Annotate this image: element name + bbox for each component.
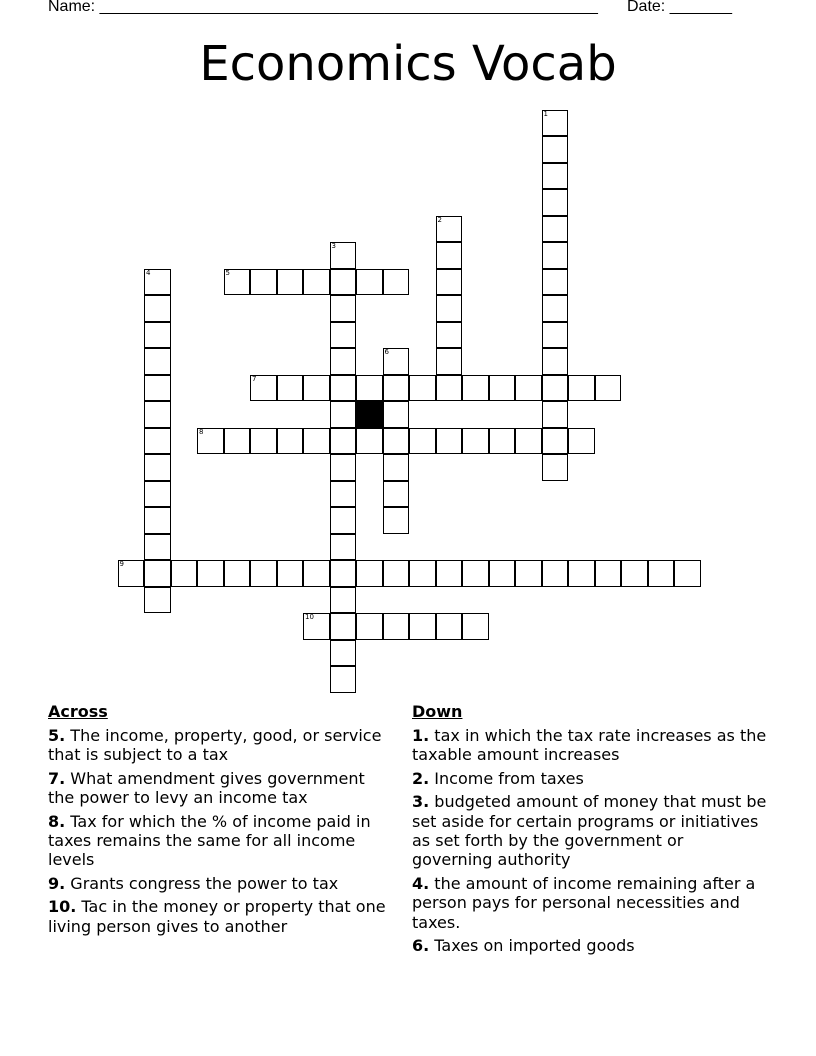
across-clue-list <box>48 726 393 936</box>
clue-number-label: 5. <box>48 726 66 745</box>
clue-number: 9 <box>119 560 124 568</box>
grid-cell[interactable] <box>144 269 171 296</box>
clue-item <box>48 812 393 870</box>
grid-cell[interactable] <box>356 428 383 455</box>
grid-cell[interactable] <box>356 375 383 402</box>
grid-cell[interactable] <box>542 189 569 216</box>
grid-cell[interactable] <box>330 242 357 269</box>
grid-cell[interactable] <box>542 375 569 402</box>
clue-item <box>412 936 768 955</box>
grid-cell[interactable] <box>489 428 516 455</box>
grid-cell[interactable] <box>542 163 569 190</box>
grid-cell[interactable] <box>356 613 383 640</box>
grid-cell[interactable] <box>144 534 171 561</box>
grid-cell[interactable] <box>144 428 171 455</box>
clue-text: What amendment gives government the power to levy an income tax <box>48 768 365 808</box>
clue-text: Tac in the money or property that one living person gives to another <box>48 897 386 936</box>
grid-cell[interactable] <box>144 507 171 534</box>
grid-cell[interactable] <box>330 666 357 693</box>
grid-cell[interactable] <box>436 613 463 640</box>
grid-cell[interactable] <box>436 348 463 375</box>
grid-cell[interactable] <box>542 110 569 137</box>
grid-cell[interactable] <box>330 269 357 296</box>
clue-number-label: 9. <box>48 873 66 893</box>
grid-cell[interactable] <box>330 375 357 402</box>
grid-cell[interactable] <box>330 428 357 455</box>
clue-item <box>48 769 393 808</box>
grid-cell[interactable] <box>542 269 569 296</box>
grid-cell[interactable] <box>250 375 277 402</box>
clue-number: 10 <box>305 613 314 621</box>
grid-cell[interactable] <box>356 560 383 587</box>
grid-cell[interactable] <box>409 560 436 587</box>
clue-number-label: 4. <box>412 873 430 893</box>
grid-cell[interactable] <box>330 348 357 375</box>
grid-cell[interactable] <box>515 428 542 455</box>
grid-cell[interactable] <box>595 560 622 587</box>
grid-cell[interactable] <box>462 428 489 455</box>
grid-cell[interactable] <box>436 242 463 269</box>
grid-cell[interactable] <box>277 560 304 587</box>
grid-cell[interactable] <box>277 428 304 455</box>
clue-text: Tax for which the % of income paid in taxes remains the same for all income levels <box>48 811 371 870</box>
grid-cell[interactable] <box>356 269 383 296</box>
grid-cell[interactable] <box>542 348 569 375</box>
clue-item <box>412 792 768 870</box>
clue-number-label: 6. <box>412 936 430 956</box>
grid-cell[interactable] <box>144 348 171 375</box>
grid-cell[interactable] <box>330 560 357 587</box>
grid-cell[interactable] <box>330 587 357 614</box>
grid-cell[interactable] <box>383 613 410 640</box>
clue-number: 2 <box>437 215 442 224</box>
grid-cell[interactable] <box>383 269 410 296</box>
grid-cell[interactable] <box>330 534 357 561</box>
grid-cell[interactable] <box>674 560 701 587</box>
clue-number: 3 <box>331 242 336 250</box>
grid-cell[interactable] <box>330 640 357 667</box>
clue-number: 7 <box>252 374 257 383</box>
grid-cell[interactable] <box>436 269 463 296</box>
grid-cell[interactable] <box>330 295 357 322</box>
clue-number: 6 <box>384 348 389 356</box>
grid-cell[interactable] <box>330 507 357 534</box>
clue-number-label: 8. <box>48 811 66 831</box>
grid-cell[interactable] <box>330 401 357 428</box>
grid-cell[interactable] <box>462 375 489 402</box>
grid-cell[interactable] <box>303 560 330 587</box>
grid-cell[interactable] <box>436 322 463 349</box>
clue-text: the amount of income remaining after a person pays for personal necessities and taxes. <box>412 873 756 932</box>
clue-number: 5 <box>225 268 230 277</box>
grid-cell[interactable] <box>383 481 410 508</box>
grid-cell[interactable] <box>303 375 330 402</box>
clue-text: Income from taxes <box>429 768 584 788</box>
clue-number: 4 <box>146 268 151 277</box>
grid-cell[interactable] <box>568 375 595 402</box>
grid-cell[interactable] <box>118 560 145 587</box>
grid-cell[interactable] <box>383 375 410 402</box>
down-clue-list <box>412 726 768 955</box>
grid-cell[interactable] <box>171 560 198 587</box>
grid-cell[interactable] <box>436 428 463 455</box>
grid-cell[interactable] <box>144 375 171 402</box>
name-field-label: Name: ________________________________________________________ <box>48 0 598 15</box>
grid-cell[interactable] <box>462 613 489 640</box>
grid-cell[interactable] <box>648 560 675 587</box>
grid-cell[interactable] <box>383 454 410 481</box>
down-heading: Down <box>412 702 463 721</box>
grid-cell[interactable] <box>489 375 516 402</box>
clue-number-label: 1. <box>412 726 430 745</box>
grid-cell[interactable] <box>409 613 436 640</box>
grid-cell[interactable] <box>383 560 410 587</box>
grid-cell[interactable] <box>436 216 463 243</box>
grid-cell[interactable] <box>542 136 569 163</box>
grid-cell[interactable] <box>542 560 569 587</box>
grid-cell[interactable] <box>621 560 648 587</box>
grid-cell[interactable] <box>542 216 569 243</box>
grid-cell[interactable] <box>542 242 569 269</box>
down-clues <box>412 702 768 959</box>
clue-number: 8 <box>199 427 204 436</box>
grid-cell[interactable] <box>568 428 595 455</box>
grid-cell[interactable] <box>383 507 410 534</box>
grid-cell[interactable] <box>144 587 171 614</box>
grid-cell[interactable] <box>383 401 410 428</box>
grid-cell[interactable] <box>515 375 542 402</box>
across-heading: Across <box>48 702 108 721</box>
clue-item <box>48 726 393 765</box>
grid-cell[interactable] <box>250 428 277 455</box>
clue-item <box>412 769 768 788</box>
grid-cell[interactable] <box>277 375 304 402</box>
grid-cell[interactable] <box>409 428 436 455</box>
grid-cell[interactable] <box>383 428 410 455</box>
grid-cell[interactable] <box>330 454 357 481</box>
grid-cell[interactable] <box>409 375 436 402</box>
grid-cell[interactable] <box>197 560 224 587</box>
grid-cell[interactable] <box>303 613 330 640</box>
grid-cell[interactable] <box>542 401 569 428</box>
grid-cell[interactable] <box>144 295 171 322</box>
grid-cell[interactable] <box>250 269 277 296</box>
clue-number: 1 <box>543 109 548 118</box>
date-field-label: Date: _______ <box>627 0 732 15</box>
clue-number-label: 7. <box>48 768 66 788</box>
clue-item <box>412 874 768 932</box>
grid-cell[interactable] <box>436 295 463 322</box>
grid-cell[interactable] <box>224 269 251 296</box>
grid-cell[interactable] <box>568 560 595 587</box>
across-clues <box>48 702 393 940</box>
grid-cell[interactable] <box>542 295 569 322</box>
grid-cell[interactable] <box>224 560 251 587</box>
clue-text: Taxes on imported goods <box>429 936 635 956</box>
grid-cell[interactable] <box>595 375 622 402</box>
grid-cell[interactable] <box>250 560 277 587</box>
grid-cell[interactable] <box>383 348 410 375</box>
clue-text: budgeted amount of money that must be set aside for certain programs or initiatives as set forth by the government or governing authority <box>412 792 767 870</box>
clue-item <box>48 897 393 936</box>
grid-cell[interactable] <box>542 322 569 349</box>
grid-cell[interactable] <box>197 428 224 455</box>
clue-text: Grants congress the power to tax <box>65 873 339 893</box>
grid-cell[interactable] <box>515 560 542 587</box>
clue-item <box>48 874 393 893</box>
grid-cell[interactable] <box>462 560 489 587</box>
grid-cell[interactable] <box>330 613 357 640</box>
grid-cell[interactable] <box>224 428 251 455</box>
grid-cell[interactable] <box>303 269 330 296</box>
clue-text: tax in which the tax rate increases as the taxable amount increases <box>412 726 767 765</box>
grid-cell[interactable] <box>542 454 569 481</box>
grid-cell[interactable] <box>277 269 304 296</box>
clue-item <box>412 726 768 765</box>
clue-number-label: 3. <box>412 792 430 812</box>
clue-text: The income, property, good, or service that is subject to a tax <box>48 726 382 765</box>
grid-cell[interactable] <box>144 560 171 587</box>
grid-cell[interactable] <box>144 322 171 349</box>
clue-number-label: 10. <box>48 897 77 917</box>
grid-cell[interactable] <box>489 560 516 587</box>
grid-cell[interactable] <box>144 454 171 481</box>
grid-cell[interactable] <box>144 481 171 508</box>
grid-cell[interactable] <box>436 375 463 402</box>
grid-cell[interactable] <box>144 401 171 428</box>
grid-cell[interactable] <box>330 322 357 349</box>
black-cell <box>356 401 383 428</box>
clue-number-label: 2. <box>412 768 430 788</box>
grid-cell[interactable] <box>542 428 569 455</box>
grid-cell[interactable] <box>303 428 330 455</box>
grid-cell[interactable] <box>436 560 463 587</box>
grid-cell[interactable] <box>330 481 357 508</box>
page-title: Economics Vocab <box>199 36 617 92</box>
